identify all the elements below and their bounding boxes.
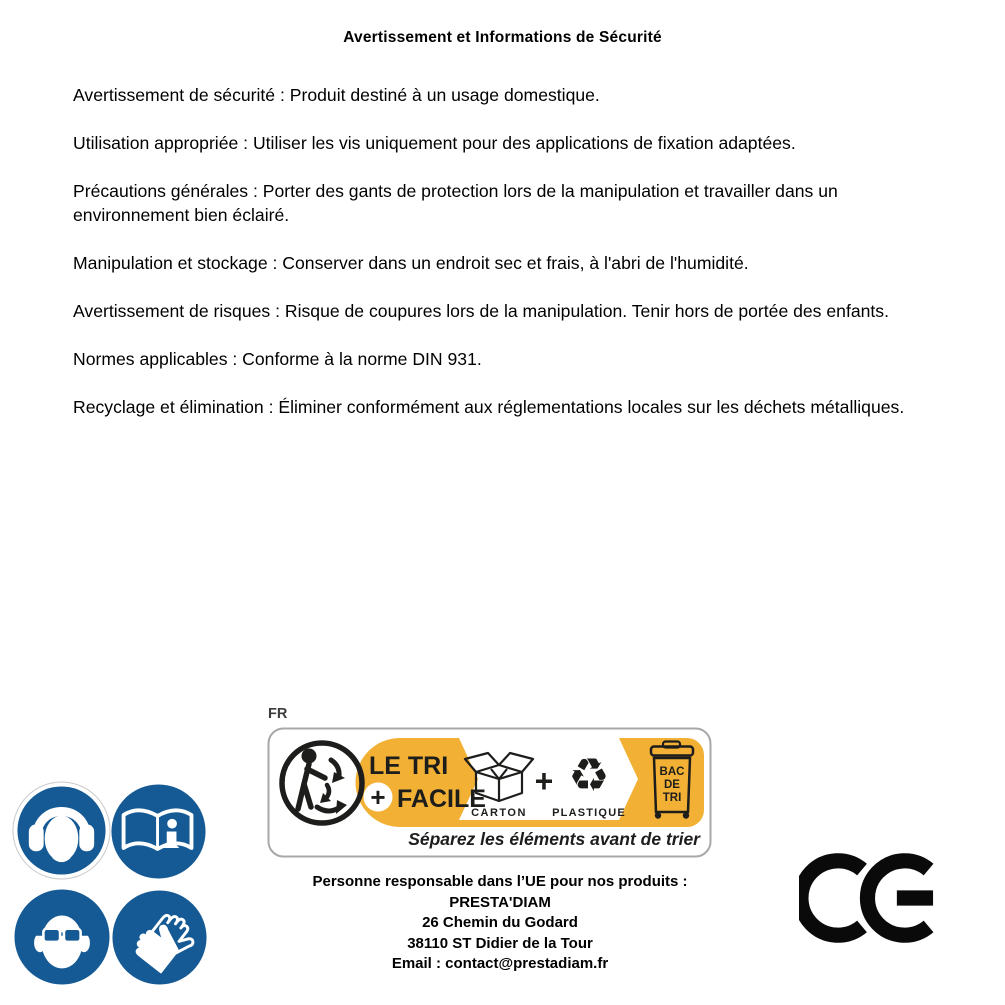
- headline-plus: +: [370, 782, 386, 812]
- headline-line1: LE TRI: [369, 752, 449, 780]
- info-tri-recycling-label: [267, 727, 712, 860]
- contact-email: Email : contact@prestadiam.fr: [391, 955, 609, 972]
- responsible-line: Personne responsable dans l’UE pour nos produits :: [312, 873, 688, 890]
- wear-eye-protection-icon: [13, 888, 111, 986]
- body-paragraph: Avertissement de sécurité : Produit destiné à un usage domestique.: [73, 85, 600, 105]
- recycling-triangle-icon: ♻: [568, 748, 610, 802]
- materials-separator: +: [534, 763, 554, 799]
- body-paragraph: Avertissement de risques : Risque de coupures lors de la manipulation. Tenir hors de portée des enfants.: [73, 301, 889, 321]
- body-paragraph: Recyclage et élimination : Éliminer conformément aux réglementations locales sur les déchets métalliques.: [73, 397, 905, 417]
- responsible-person-block: [250, 872, 750, 975]
- bin-text-line1: BAC: [659, 766, 685, 778]
- headline-line2: FACILE: [397, 785, 486, 813]
- ce-marking-icon: [799, 843, 936, 953]
- wear-protective-gloves-icon: [111, 889, 208, 986]
- body-paragraph: Utilisation appropriée : Utiliser les vis uniquement pour des applications de fixation adaptées.: [73, 133, 796, 153]
- material-carton-label: CARTON: [471, 807, 527, 819]
- bin-text-line2: DE: [664, 779, 680, 791]
- country-code-label: FR: [268, 706, 288, 722]
- label-footer-text: Séparez les éléments avant de trier: [408, 829, 700, 849]
- material-plastique-label: PLASTIQUE: [552, 807, 626, 819]
- safety-text-block: [73, 83, 931, 443]
- address-city: 38110 ST Didier de la Tour: [407, 934, 593, 952]
- company-name: PRESTA'DIAM: [449, 893, 551, 911]
- address-street: 26 Chemin du Godard: [422, 914, 578, 931]
- body-paragraph: Manipulation et stockage : Conserver dans un endroit sec et frais, à l'abri de l'humidité.: [73, 253, 749, 273]
- body-paragraph: Normes applicables : Conforme à la norme DIN 931.: [73, 349, 482, 369]
- bin-text-line3: TRI: [662, 792, 682, 804]
- read-instruction-manual-icon: [110, 783, 207, 880]
- page-title: Avertissement et Informations de Sécurité: [343, 29, 662, 46]
- body-paragraph: Précautions générales : Porter des gants de protection lors de la manipulation et travailler dans un environnement bien éclairé.: [73, 181, 838, 225]
- wear-ear-protection-icon: [12, 781, 111, 880]
